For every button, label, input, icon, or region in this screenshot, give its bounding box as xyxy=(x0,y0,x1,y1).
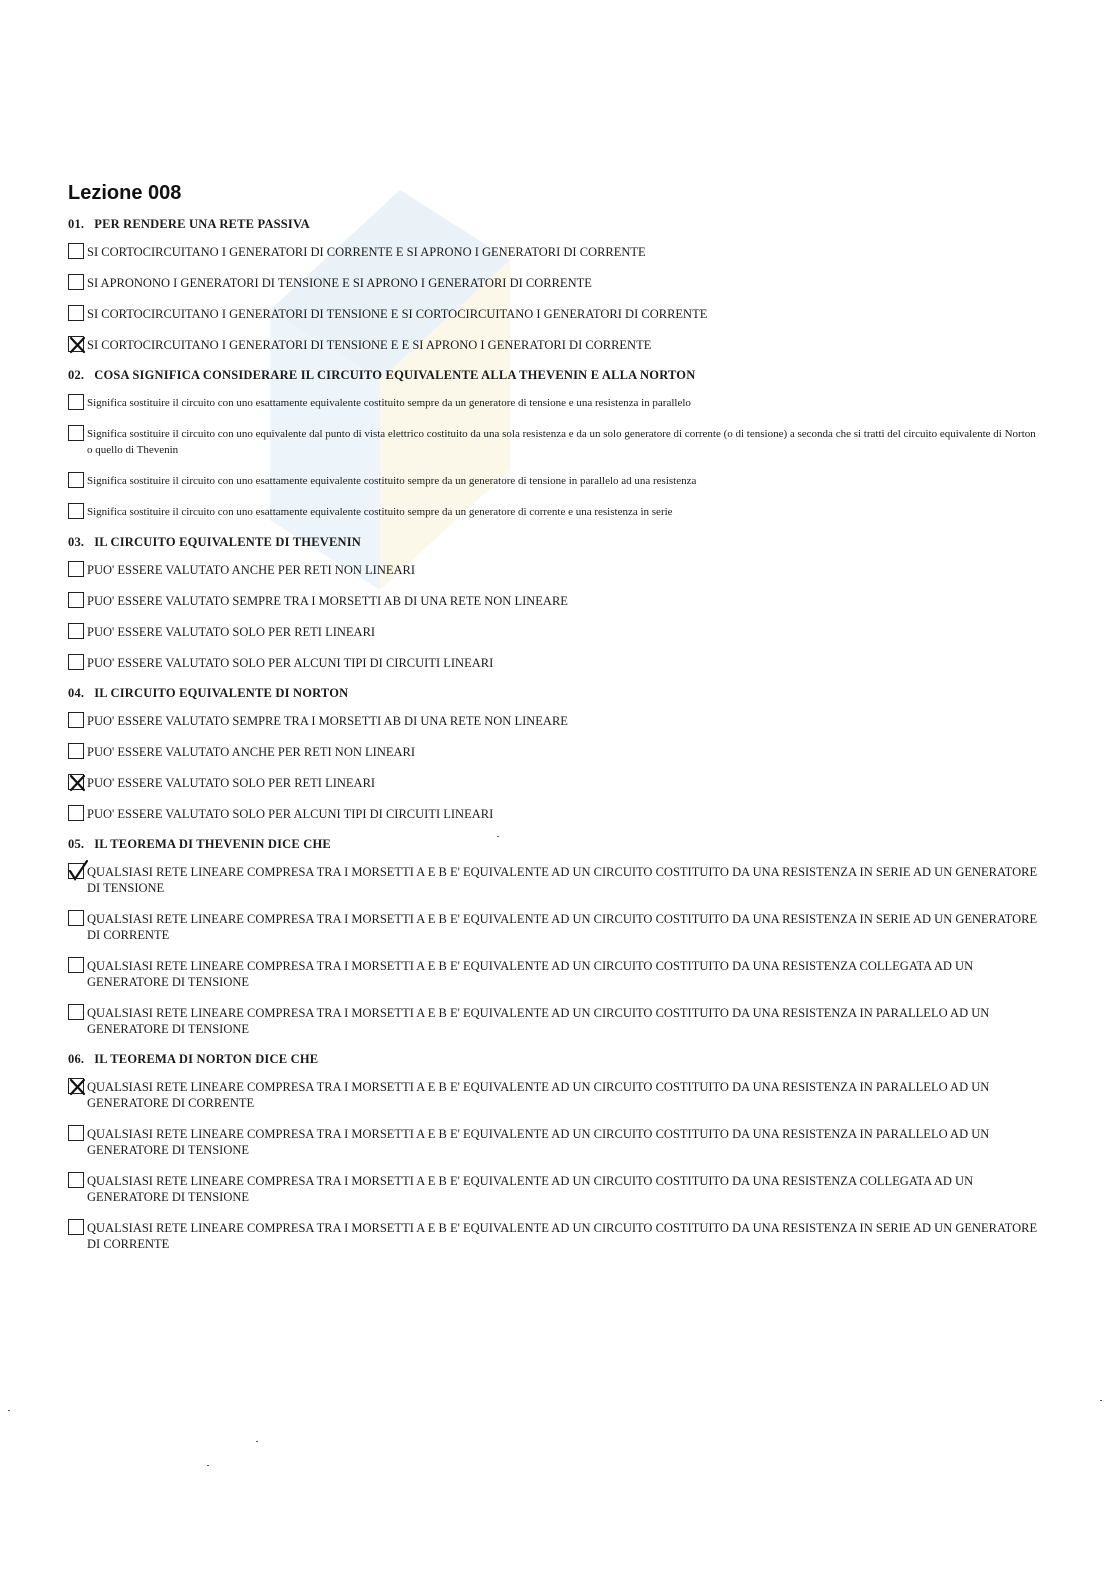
question-title xyxy=(68,1052,1043,1067)
answer-text: PUO' ESSERE VALUTATO SOLO PER RETI LINEARI xyxy=(87,625,376,639)
answer-text: Significa sostituire il circuito con uno equivalente dal punto di vista elettrico costituito da una sola resistenza e da un solo generatore di corrente (o di tensione) a seconda che si tratti del circuito equivalente di Norton o quello di Thevenin xyxy=(87,428,1036,456)
question-text: IL CIRCUITO EQUIVALENTE DI NORTON xyxy=(94,686,349,700)
answer-option xyxy=(68,713,1043,729)
cross-mark-icon xyxy=(66,333,88,355)
question-text: IL CIRCUITO EQUIVALENTE DI THEVENIN xyxy=(94,535,362,549)
check-mark-icon xyxy=(66,860,88,882)
answer-checkbox[interactable] xyxy=(68,425,84,441)
answer-option xyxy=(68,593,1043,609)
answer-text: QUALSIASI RETE LINEARE COMPRESA TRA I MORSETTI A E B E' EQUIVALENTE AD UN CIRCUITO COSTITUITO DA UNA RESISTENZA IN PARALLELO AD UN GENERATORE DI TENSIONE xyxy=(87,1127,990,1157)
answer-checkbox[interactable] xyxy=(68,623,84,639)
answer-option xyxy=(68,1005,1043,1037)
answer-option xyxy=(68,244,1043,260)
answer-text: QUALSIASI RETE LINEARE COMPRESA TRA I MORSETTI A E B E' EQUIVALENTE AD UN CIRCUITO COSTITUITO DA UNA RESISTENZA IN SERIE AD UN GENERATORE DI TENSIONE xyxy=(87,865,1038,895)
answer-option xyxy=(68,624,1043,640)
answer-option xyxy=(68,1173,1043,1205)
answer-text: Significa sostituire il circuito con uno esattamente equivalente costituito sempre da un generatore di tensione in parallelo ad una resistenza xyxy=(87,475,697,487)
answer-option xyxy=(68,306,1043,322)
question-number: 01. xyxy=(68,217,85,231)
answer-option xyxy=(68,337,1043,353)
answer-text: QUALSIASI RETE LINEARE COMPRESA TRA I MORSETTI A E B E' EQUIVALENTE AD UN CIRCUITO COSTITUITO DA UNA RESISTENZA IN PARALLELO AD UN GENERATORE DI CORRENTE xyxy=(87,1080,990,1110)
answer-checkbox[interactable] xyxy=(68,743,84,759)
answer-text: PUO' ESSERE VALUTATO SOLO PER ALCUNI TIPI DI CIRCUITI LINEARI xyxy=(87,656,494,670)
answer-text: SI CORTOCIRCUITANO I GENERATORI DI TENSIONE E SI CORTOCIRCUITANO I GENERATORI DI CORRENTE xyxy=(87,307,708,321)
answer-checkbox[interactable] xyxy=(68,805,84,821)
answer-option xyxy=(68,1079,1043,1111)
document-body xyxy=(68,182,1043,1267)
question-4 xyxy=(68,686,1043,822)
answer-text: QUALSIASI RETE LINEARE COMPRESA TRA I MORSETTI A E B E' EQUIVALENTE AD UN CIRCUITO COSTITUITO DA UNA RESISTENZA COLLEGATA AD UN GENERATORE DI TENSIONE xyxy=(87,1174,974,1204)
answer-text: QUALSIASI RETE LINEARE COMPRESA TRA I MORSETTI A E B E' EQUIVALENTE AD UN CIRCUITO COSTITUITO DA UNA RESISTENZA IN PARALLELO AD UN GENERATORE DI TENSIONE xyxy=(87,1006,990,1036)
answer-checkbox[interactable] xyxy=(68,654,84,670)
question-1 xyxy=(68,217,1043,353)
answer-text: PUO' ESSERE VALUTATO ANCHE PER RETI NON LINEARI xyxy=(87,745,416,759)
question-text: PER RENDERE UNA RETE PASSIVA xyxy=(94,217,310,231)
answer-text: PUO' ESSERE VALUTATO SOLO PER RETI LINEARI xyxy=(87,776,376,790)
answer-checkbox[interactable] xyxy=(68,472,84,488)
answer-checkbox[interactable] xyxy=(68,1004,84,1020)
answer-option xyxy=(68,1220,1043,1252)
answer-checkbox[interactable] xyxy=(68,561,84,577)
question-text: IL TEOREMA DI THEVENIN DICE CHE xyxy=(94,837,331,851)
lesson-title: Lezione 008 xyxy=(68,182,182,204)
answer-checkbox[interactable] xyxy=(68,305,84,321)
answer-text: QUALSIASI RETE LINEARE COMPRESA TRA I MORSETTI A E B E' EQUIVALENTE AD UN CIRCUITO COSTITUITO DA UNA RESISTENZA COLLEGATA AD UN GENERATORE DI TENSIONE xyxy=(87,959,974,989)
question-number: 02. xyxy=(68,368,85,382)
answer-checkbox[interactable] xyxy=(68,957,84,973)
answer-option xyxy=(68,806,1043,822)
question-number: 05. xyxy=(68,837,85,851)
answer-option xyxy=(68,1126,1043,1158)
answer-option xyxy=(68,911,1043,943)
answer-text: PUO' ESSERE VALUTATO SEMPRE TRA I MORSETTI AB DI UNA RETE NON LINEARE xyxy=(87,594,568,608)
question-text: COSA SIGNIFICA CONSIDERARE IL CIRCUITO EQUIVALENTE ALLA THEVENIN E ALLA NORTON xyxy=(94,368,696,382)
answer-checkbox[interactable] xyxy=(68,336,84,352)
answer-option xyxy=(68,744,1043,760)
answer-option xyxy=(68,504,1043,520)
answer-text: QUALSIASI RETE LINEARE COMPRESA TRA I MORSETTI A E B E' EQUIVALENTE AD UN CIRCUITO COSTITUITO DA UNA RESISTENZA IN SERIE AD UN GENERATORE DI CORRENTE xyxy=(87,912,1038,942)
answer-checkbox[interactable] xyxy=(68,1078,84,1094)
answer-option xyxy=(68,395,1043,411)
answer-checkbox[interactable] xyxy=(68,774,84,790)
question-3 xyxy=(68,535,1043,671)
question-title xyxy=(68,217,1043,232)
answer-text: SI APRONONO I GENERATORI DI TENSIONE E SI APRONO I GENERATORI DI CORRENTE xyxy=(87,276,592,290)
question-number: 06. xyxy=(68,1052,85,1066)
answer-checkbox[interactable] xyxy=(68,274,84,290)
answer-text: SI CORTOCIRCUITANO I GENERATORI DI TENSIONE E E SI APRONO I GENERATORI DI CORRENTE xyxy=(87,338,652,352)
answer-checkbox[interactable] xyxy=(68,712,84,728)
answer-checkbox[interactable] xyxy=(68,1172,84,1188)
answer-checkbox[interactable] xyxy=(68,592,84,608)
answer-checkbox[interactable] xyxy=(68,910,84,926)
cross-mark-icon xyxy=(66,771,88,793)
question-text: IL TEOREMA DI NORTON DICE CHE xyxy=(94,1052,319,1066)
question-5 xyxy=(68,837,1043,1037)
question-title xyxy=(68,686,1043,701)
question-title xyxy=(68,368,1043,383)
answer-option xyxy=(68,426,1043,458)
answer-checkbox[interactable] xyxy=(68,1219,84,1235)
question-number: 04. xyxy=(68,686,85,700)
question-number: 03. xyxy=(68,535,85,549)
question-title xyxy=(68,837,1043,852)
answer-checkbox[interactable] xyxy=(68,243,84,259)
cross-mark-icon xyxy=(66,1075,88,1097)
answer-option xyxy=(68,275,1043,291)
question-title xyxy=(68,535,1043,550)
answer-option xyxy=(68,473,1043,489)
answer-option xyxy=(68,562,1043,578)
answer-checkbox[interactable] xyxy=(68,394,84,410)
answer-text: SI CORTOCIRCUITANO I GENERATORI DI CORRENTE E SI APRONO I GENERATORI DI CORRENTE xyxy=(87,245,646,259)
answer-text: QUALSIASI RETE LINEARE COMPRESA TRA I MORSETTI A E B E' EQUIVALENTE AD UN CIRCUITO COSTITUITO DA UNA RESISTENZA IN SERIE AD UN GENERATORE DI CORRENTE xyxy=(87,1221,1038,1251)
answer-text: Significa sostituire il circuito con uno esattamente equivalente costituito sempre da un generatore di corrente e una resistenza in serie xyxy=(87,506,673,518)
answer-text: Significa sostituire il circuito con uno esattamente equivalente costituito sempre da un generatore di tensione e una resistenza in parallelo xyxy=(87,397,691,409)
question-2 xyxy=(68,368,1043,520)
answer-checkbox[interactable] xyxy=(68,863,84,879)
answer-text: PUO' ESSERE VALUTATO SOLO PER ALCUNI TIPI DI CIRCUITI LINEARI xyxy=(87,807,494,821)
answer-option xyxy=(68,655,1043,671)
answer-text: PUO' ESSERE VALUTATO ANCHE PER RETI NON LINEARI xyxy=(87,563,416,577)
question-list xyxy=(68,217,1043,1252)
answer-option xyxy=(68,864,1043,896)
answer-option xyxy=(68,958,1043,990)
question-6 xyxy=(68,1052,1043,1252)
answer-checkbox[interactable] xyxy=(68,1125,84,1141)
answer-option xyxy=(68,775,1043,791)
answer-checkbox[interactable] xyxy=(68,503,84,519)
answer-text: PUO' ESSERE VALUTATO SEMPRE TRA I MORSETTI AB DI UNA RETE NON LINEARE xyxy=(87,714,568,728)
